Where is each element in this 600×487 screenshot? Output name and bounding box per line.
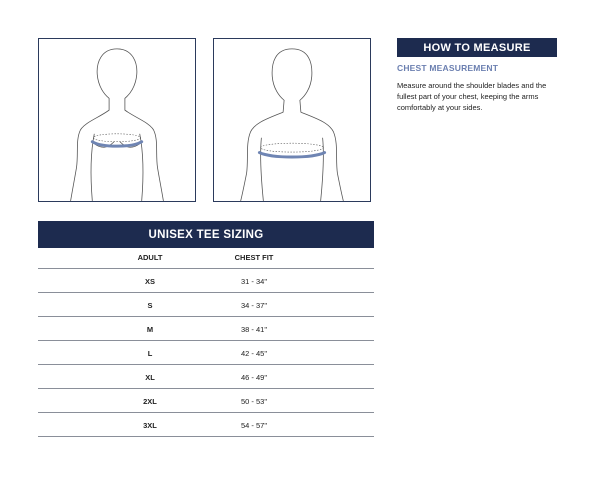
size-cell: S: [147, 301, 153, 310]
size-cell: L: [147, 349, 153, 358]
chest-fit-cell: 38 - 41": [240, 325, 268, 334]
adult-column-header: ADULT: [137, 253, 163, 262]
table-row: [38, 269, 374, 293]
chest-measurement-heading: CHEST MEASUREMENT: [397, 63, 499, 73]
table-row: [38, 341, 374, 365]
how-to-measure-header: HOW TO MEASURE: [397, 38, 557, 57]
female-silhouette-icon: [39, 39, 195, 201]
chest-fit-cell: 46 - 49": [240, 373, 268, 382]
size-cell: M: [146, 325, 154, 334]
chest-fit-cell: 50 - 53": [240, 397, 268, 406]
chest-fit-cell: 54 - 57": [240, 421, 268, 430]
chest-fit-cell: 42 - 45": [240, 349, 268, 358]
female-measurement-figure: [38, 38, 196, 202]
table-row: [38, 317, 374, 341]
male-silhouette-icon: [214, 39, 370, 201]
chest-fit-cell: 34 - 37": [240, 301, 268, 310]
male-measurement-figure: [213, 38, 371, 202]
size-cell: XL: [145, 373, 155, 382]
unisex-tee-sizing-header: UNISEX TEE SIZING: [38, 221, 374, 248]
table-row: [38, 293, 374, 317]
size-cell: XS: [144, 277, 156, 286]
size-cell: 2XL: [143, 397, 157, 406]
chest-fit-cell: 31 - 34": [240, 277, 268, 286]
size-cell: 3XL: [143, 421, 157, 430]
table-row: [38, 365, 374, 389]
table-row: [38, 413, 374, 437]
chest-fit-column-header: CHEST FIT: [234, 253, 274, 262]
chest-measurement-description: Measure around the shoulder blades and the fullest part of your chest, keeping the arms comfortably at your sides.: [397, 81, 547, 112]
table-row: [38, 389, 374, 413]
